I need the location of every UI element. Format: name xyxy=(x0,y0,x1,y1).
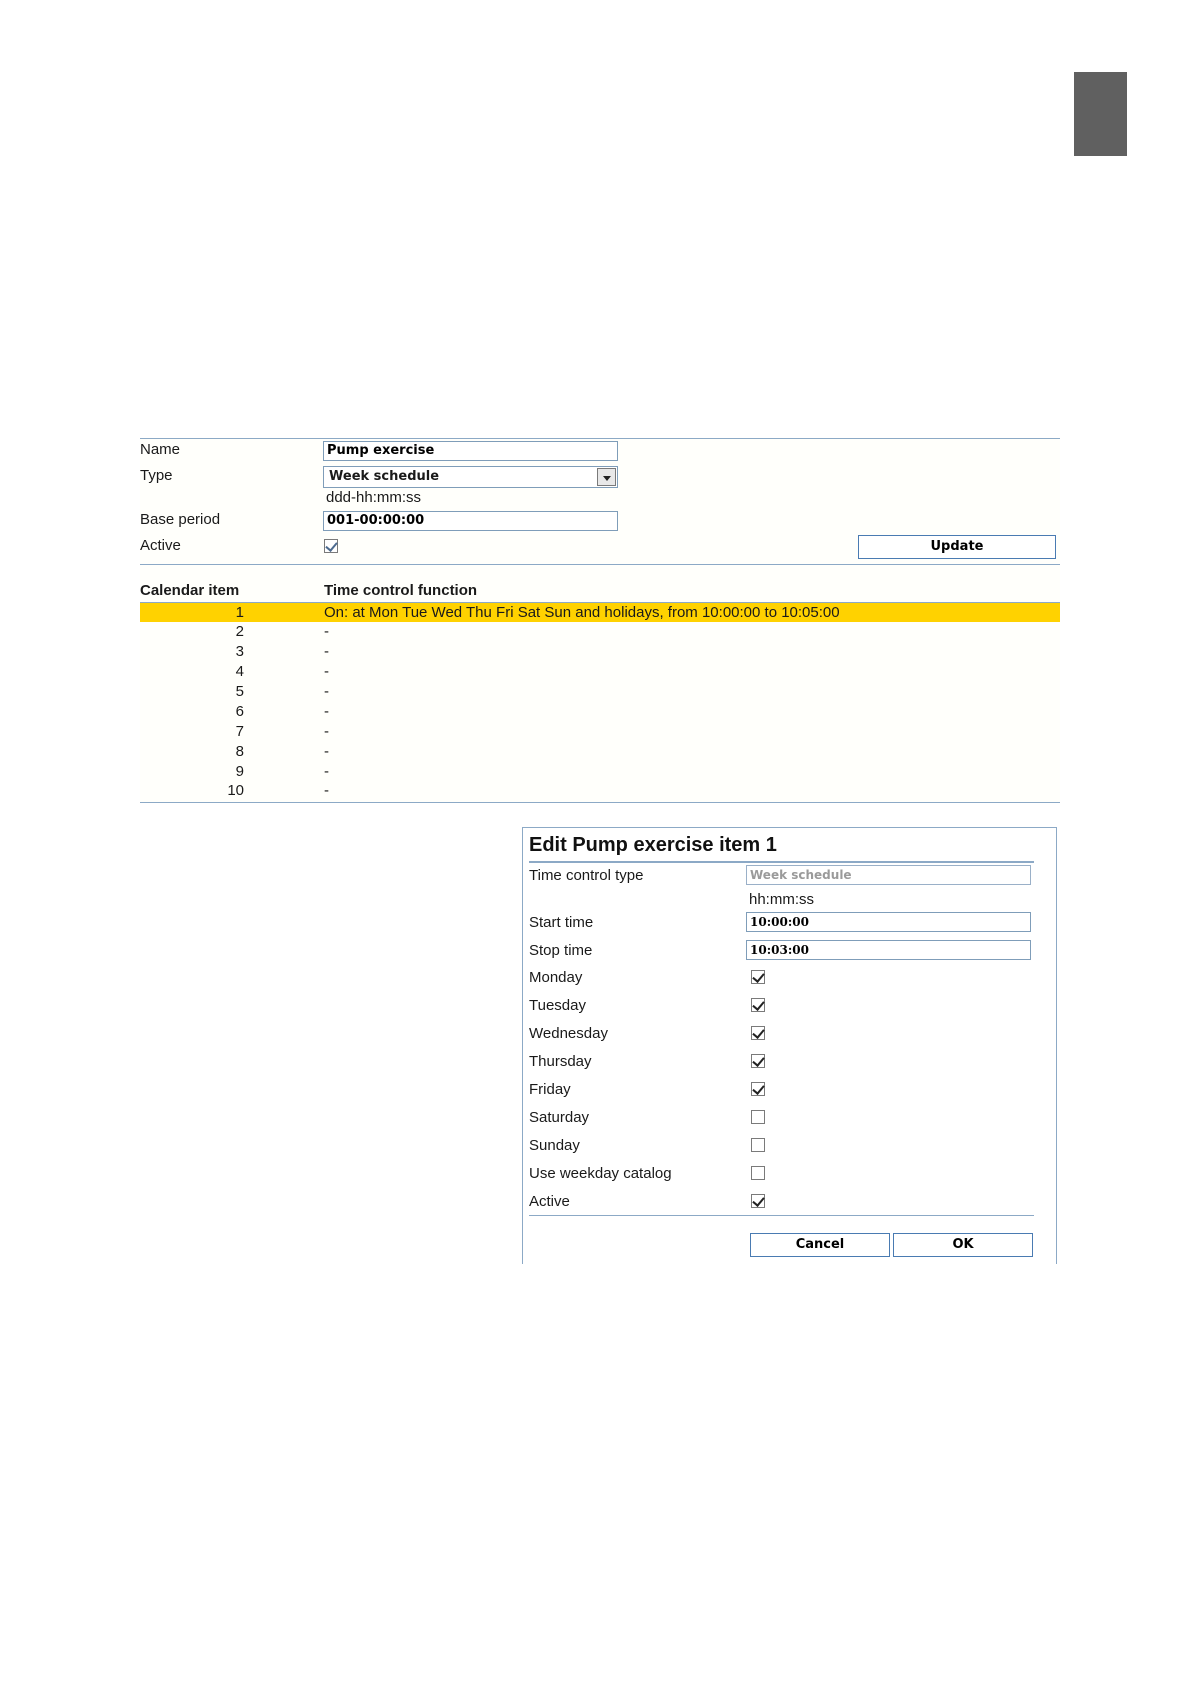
dialog-active-label: Active xyxy=(529,1193,570,1210)
check-icon xyxy=(752,970,764,983)
page-tab-marker xyxy=(1074,72,1127,156)
chevron-down-icon[interactable] xyxy=(597,468,616,486)
time-control-type-label: Time control type xyxy=(529,867,644,884)
type-select-value: Week schedule xyxy=(329,469,440,484)
tuesday-checkbox[interactable] xyxy=(751,998,765,1012)
edit-item-dialog xyxy=(522,827,1057,1264)
check-icon xyxy=(752,1082,764,1095)
check-icon xyxy=(752,998,764,1011)
table-row[interactable] xyxy=(140,642,1060,661)
dialog-title: Edit Pump exercise item 1 xyxy=(529,834,777,856)
table-row[interactable] xyxy=(140,662,1060,681)
row-function: - xyxy=(324,663,329,680)
stop-time-label: Stop time xyxy=(529,942,593,959)
monday-label: Monday xyxy=(529,969,583,986)
thursday-label: Thursday xyxy=(529,1053,592,1070)
row-function: - xyxy=(324,623,329,640)
use-weekday-catalog-checkbox[interactable] xyxy=(751,1166,765,1180)
sunday-checkbox[interactable] xyxy=(751,1138,765,1152)
tuesday-label: Tuesday xyxy=(529,997,586,1014)
cancel-button[interactable]: Cancel xyxy=(750,1233,890,1257)
row-function: - xyxy=(324,683,329,700)
period-format-hint: ddd-hh:mm:ss xyxy=(326,489,422,506)
dialog-active-checkbox[interactable] xyxy=(751,1194,765,1208)
name-label: Name xyxy=(140,441,181,458)
type-label: Type xyxy=(140,467,173,484)
thursday-checkbox[interactable] xyxy=(751,1054,765,1068)
col-header-calendar-item: Calendar item xyxy=(140,582,240,599)
monday-checkbox[interactable] xyxy=(751,970,765,984)
use-weekday-catalog-label: Use weekday catalog xyxy=(529,1165,672,1182)
divider xyxy=(529,861,1034,863)
check-icon xyxy=(752,1194,764,1207)
row-function: - xyxy=(324,763,329,780)
time-control-type-input: Week schedule xyxy=(746,865,1031,885)
table-row[interactable] xyxy=(140,622,1060,641)
row-item-number: 5 xyxy=(235,683,244,700)
name-input[interactable]: Pump exercise xyxy=(323,441,618,461)
check-icon xyxy=(752,1054,764,1067)
row-function: - xyxy=(324,723,329,740)
active-label: Active xyxy=(140,537,181,554)
table-row[interactable] xyxy=(140,781,1060,800)
friday-checkbox[interactable] xyxy=(751,1082,765,1096)
time-format-hint: hh:mm:ss xyxy=(749,891,815,908)
table-row[interactable] xyxy=(140,762,1060,781)
row-item-number: 6 xyxy=(235,703,244,720)
table-row[interactable] xyxy=(140,682,1060,701)
table-row[interactable] xyxy=(140,742,1060,761)
row-item-number: 9 xyxy=(235,763,244,780)
row-item-number: 1 xyxy=(235,604,244,621)
table-row[interactable] xyxy=(140,603,1060,622)
start-time-input[interactable]: 10:00:00 xyxy=(746,912,1031,932)
friday-label: Friday xyxy=(529,1081,571,1098)
row-function: - xyxy=(324,643,329,660)
row-item-number: 10 xyxy=(227,782,244,799)
sunday-label: Sunday xyxy=(529,1137,580,1154)
base-period-label: Base period xyxy=(140,511,221,528)
start-time-label: Start time xyxy=(529,914,594,931)
row-item-number: 7 xyxy=(235,723,244,740)
row-function: On: at Mon Tue Wed Thu Fri Sat Sun and holidays, from 10:00:00 to 10:05:00 xyxy=(324,604,840,621)
saturday-checkbox[interactable] xyxy=(751,1110,765,1124)
row-item-number: 8 xyxy=(235,743,244,760)
table-row[interactable] xyxy=(140,722,1060,741)
ok-button[interactable]: OK xyxy=(893,1233,1033,1257)
active-checkbox[interactable] xyxy=(324,539,338,553)
divider xyxy=(140,564,1060,565)
table-row[interactable] xyxy=(140,702,1060,721)
check-icon xyxy=(325,539,337,552)
divider xyxy=(529,1215,1034,1216)
update-button[interactable]: Update xyxy=(858,535,1056,559)
row-item-number: 2 xyxy=(235,623,244,640)
row-function: - xyxy=(324,743,329,760)
stop-time-input[interactable]: 10:03:00 xyxy=(746,940,1031,960)
row-item-number: 3 xyxy=(235,643,244,660)
wednesday-checkbox[interactable] xyxy=(751,1026,765,1040)
wednesday-label: Wednesday xyxy=(529,1025,608,1042)
check-icon xyxy=(752,1026,764,1039)
divider xyxy=(140,802,1060,803)
row-function: - xyxy=(324,782,329,799)
col-header-time-control-function: Time control function xyxy=(324,582,478,599)
base-period-input[interactable]: 001-00:00:00 xyxy=(323,511,618,531)
type-select[interactable] xyxy=(323,466,618,488)
divider xyxy=(140,438,1060,439)
saturday-label: Saturday xyxy=(529,1109,590,1126)
row-function: - xyxy=(324,703,329,720)
row-item-number: 4 xyxy=(235,663,244,680)
